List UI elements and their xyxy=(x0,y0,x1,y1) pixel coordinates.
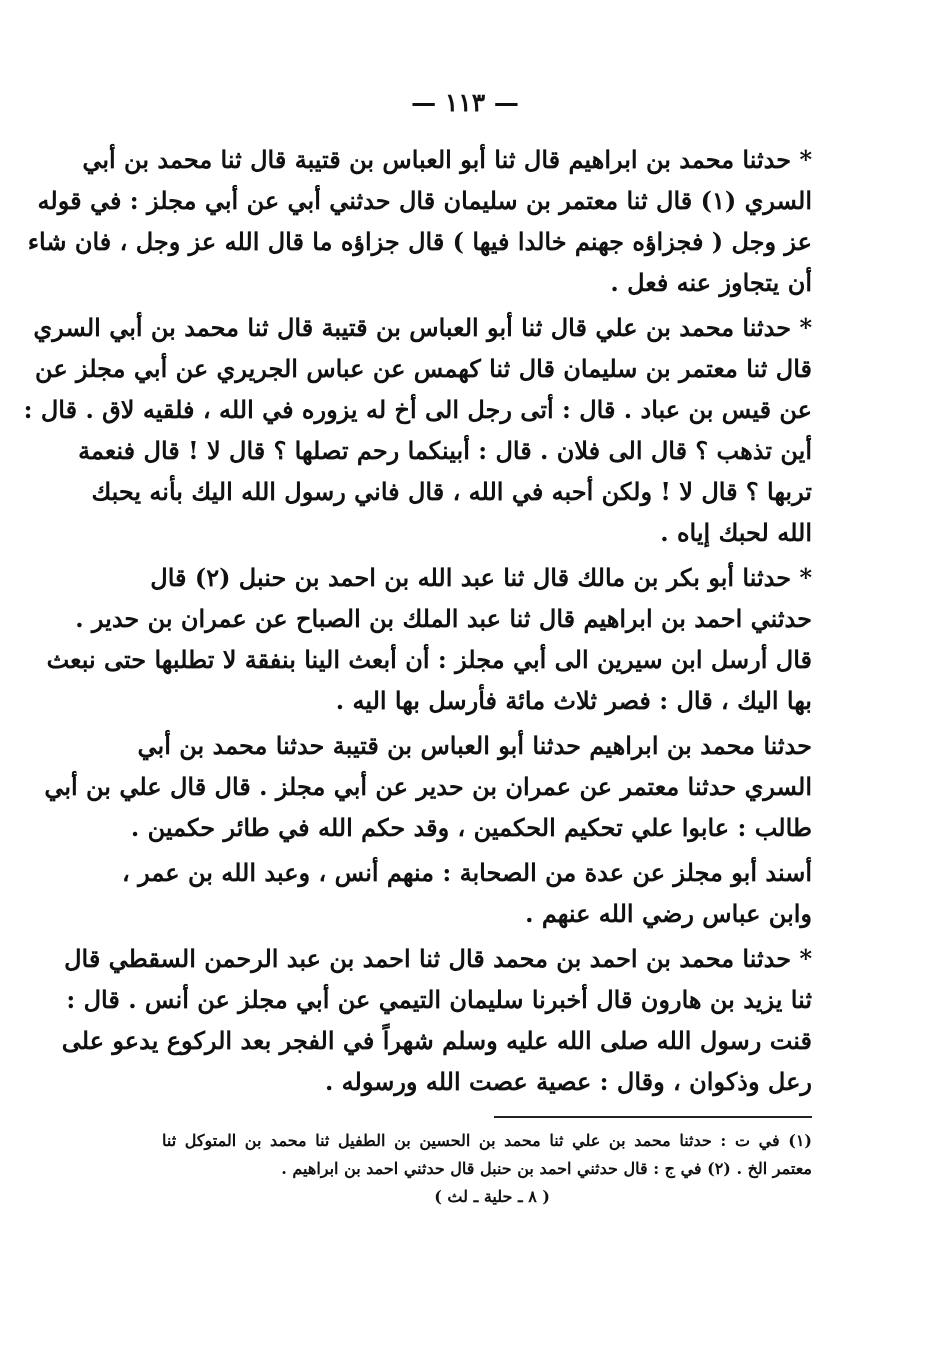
text-line: رعل وذكوان ، وقال : عصية عصت الله ورسوله . xyxy=(324,1067,812,1096)
footnote-divider xyxy=(494,1116,812,1118)
page-number: — ١١٣ — xyxy=(411,88,519,117)
text-line: أسند أبو مجلز عن عدة من الصحابة : منهم أنس ، وعبد الله بن عمر ، xyxy=(122,858,812,887)
text-line: عز وجل ( فجزاؤه جهنم خالدا فيها ) قال جزاؤه ما قال الله عز وجل ، فان شاء xyxy=(27,227,812,256)
signature-mark: ( ٨ ـ حلية ـ لث ) xyxy=(434,1187,550,1206)
text-line: قنت رسول الله صلى الله عليه وسلم شهراً في الفجر بعد الركوع يدعو على xyxy=(61,1026,812,1055)
footnote-line: معتمر الخ . (٢) في ج : قال حدثني احمد بن حنبل قال حدثني احمد بن ابراهيم . xyxy=(281,1159,812,1178)
text-line: عن قيس بن عباد . قال : أتى رجل الى أخ له يزوره في الله ، فلقيه لاق . قال : xyxy=(23,395,812,424)
text-line: السري حدثنا معتمر عن عمران بن حدير عن أبي مجلز . قال قال علي بن أبي xyxy=(44,772,812,801)
text-line: أين تذهب ؟ قال الى فلان . قال : أبينكما رحم تصلها ؟ قال لا ! قال فنعمة xyxy=(78,436,812,465)
text-line: قال ثنا معتمر بن سليمان قال ثنا كهمس عن عباس الجريري عن أبي مجلز عن xyxy=(35,354,812,383)
text-line: حدثنا محمد بن ابراهيم حدثنا أبو العباس بن قتيبة حدثنا محمد بن أبي xyxy=(137,731,812,760)
text-line: حدثني احمد بن ابراهيم قال ثنا عبد الملك بن الصباح عن عمران بن حدير . xyxy=(75,604,812,633)
text-line: طالب : عابوا علي تحكيم الحكمين ، وقد حكم الله في طائر حكمين . xyxy=(130,813,812,842)
text-line: بها اليك ، قال : فصر ثلاث مائة فأرسل بها اليه . xyxy=(335,686,812,715)
text-line: ثنا يزيد بن هارون قال أخبرنا سليمان التيمي عن أبي مجلز عن أنس . قال : xyxy=(66,985,812,1014)
text-line: أن يتجاوز عنه فعل . xyxy=(610,268,812,297)
text-line: السري (١) قال ثنا معتمر بن سليمان قال حدثني أبي عن أبي مجلز : في قوله xyxy=(37,186,812,215)
text-line: قال أرسل ابن سيرين الى أبي مجلز : أن أبعث الينا بنفقة لا تطلبها حتى نبعث xyxy=(46,645,812,674)
text-line: * حدثنا أبو بكر بن مالك قال ثنا عبد الله بن احمد بن حنبل (٢) قال xyxy=(150,563,812,592)
text-line: وابن عباس رضي الله عنهم . xyxy=(525,899,812,928)
text-line: * حدثنا محمد بن علي قال ثنا أبو العباس بن قتيبة قال ثنا محمد بن أبي السري xyxy=(33,313,812,342)
footnote-line: (١) في ت : حدثنا محمد بن علي ثنا محمد بن الحسين بن الطفيل ثنا محمد بن المتوكل ثنا xyxy=(162,1131,812,1150)
text-line: * حدثنا محمد بن احمد بن محمد قال ثنا احمد بن عبد الرحمن السقطي قال xyxy=(64,944,812,973)
text-line: * حدثنا محمد بن ابراهيم قال ثنا أبو العباس بن قتيبة قال ثنا محمد بن أبي xyxy=(82,145,812,174)
text-line: تربها ؟ قال لا ! ولكن أحبه في الله ، قال فاني رسول الله اليك بأنه يحبك xyxy=(91,477,812,506)
text-line: الله لحبك إياه . xyxy=(660,518,812,547)
